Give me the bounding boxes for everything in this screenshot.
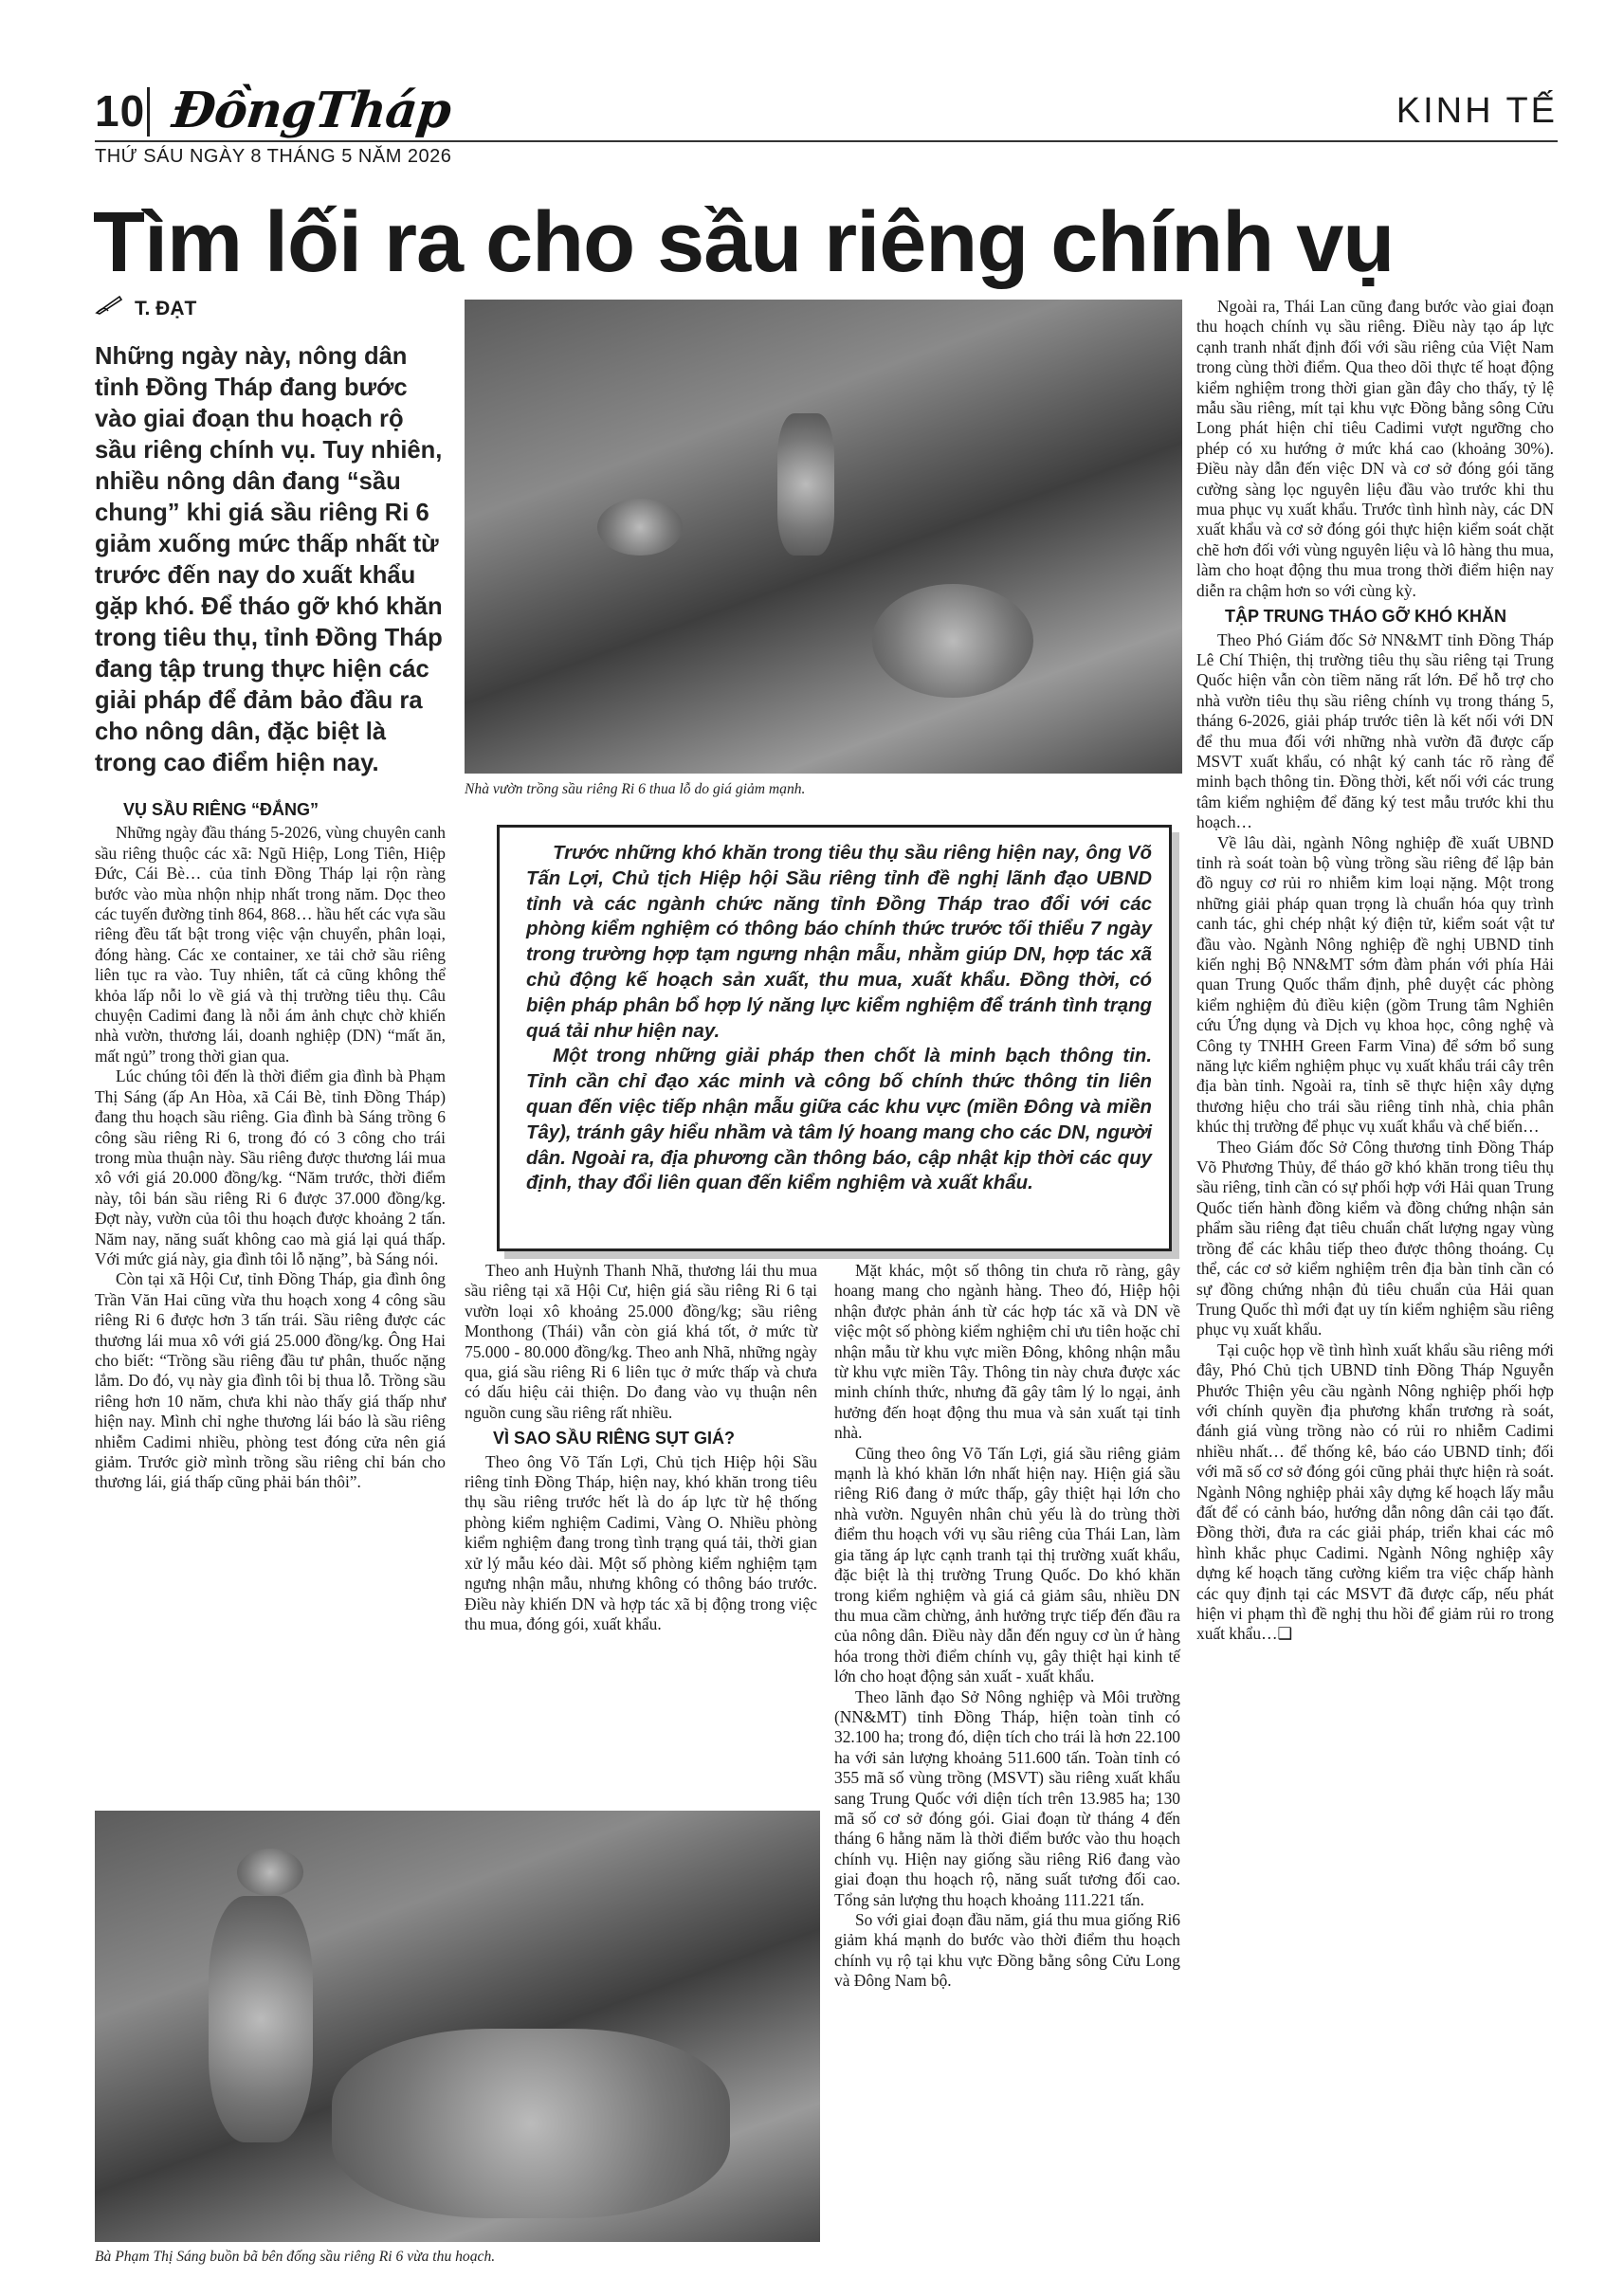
header-rule	[95, 140, 1558, 142]
body-paragraph: Tại cuộc họp về tình hình xuất khẩu sầu riêng mới đây, Phó Chủ tịch UBND tỉnh Đồng Tháp Nguyễn Phước Thiện yêu cầu ngành Nông nghiệp phối hợp với chính quyền địa phương khẩn trương rà soát, đánh giá vùng trồng nào có rủi ro nhiễm Cadimi nhiều nhất… để thống kê, báo cáo UBND tỉnh; đối với mã số cơ sở đóng gói cũng phải thực hiện rà soát. Ngành Nông nghiệp phải xây dựng kế hoạch lấy mẫu đất để có cảnh báo, hướng dẫn nông dân cải tạo đất. Đồng thời, đưa ra các giải pháp, triển khai các mô hình khắc phục Cadimi. Ngành Nông nghiệp xây dựng kế hoạch tăng cường kiểm tra việc chấp hành các quy định tại các MSVT đã được cấp, nếu phát hiện vi phạm thì đề nghị thu hồi để giảm rủi ro trong xuất khẩu…❑	[1196, 1339, 1554, 1644]
end-mark: ❑	[1277, 1624, 1293, 1644]
photo-durian-harvest-wheelbarrow	[465, 300, 1182, 774]
column-3	[834, 1261, 1180, 1992]
byline	[95, 294, 196, 320]
article-lead: Những ngày này, nông dân tỉnh Đồng Tháp đang bước vào giai đoạn thu hoạch rộ sầu riêng chính vụ. Tuy nhiên, nhiều nông dân đang “sầu chung” khi giá sầu riêng Ri 6 giảm xuống mức thấp nhất từ trước đến nay do xuất khẩu gặp khó. Để tháo gỡ khó khăn trong tiêu thụ, tỉnh Đồng Tháp đang tập trung thực hiện các giải pháp để đảm bảo đầu ra cho nông dân, đặc biệt là trong cao điểm hiện nay.	[95, 343, 443, 776]
section-label: KINH TẾ	[1396, 91, 1558, 131]
quote-paragraph: Một trong những giải pháp then chốt là minh bạch thông tin. Tỉnh cần chỉ đạo xác minh và công bố chính thức thông tin liên quan đến việc tiếp nhận mẫu giữa các khu vực (miền Đông và miền Tây), tránh gây hiểu nhầm và tâm lý hoang mang cho các DN, người dân. Ngoài ra, địa phương cần thông báo, cập nhật kịp thời các quy định, thay đổi liên quan đến kiểm nghiệm và xuất khẩu.	[526, 1046, 1152, 1194]
pen-icon	[95, 294, 127, 320]
subhead-tap-trung-thao-go: TẬP TRUNG THÁO GỠ KHÓ KHĂN	[1225, 607, 1507, 627]
body-paragraph: Còn tại xã Hội Cư, tỉnh Đồng Tháp, gia đình ông Trần Văn Hai cũng vừa thu hoạch xong 4 công sầu riêng Ri 6 được hơn 3 tấn trái. Sầu riêng được các thương lái mua xô với giá 25.000 đồng/kg. Ông Hai cho biết: “Trồng sầu riêng đầu tư phân, thuốc nặng lắm. Do đó, vụ này gia đình tôi bị thua lỗ. Trồng sầu riêng hơn 10 năm, chưa khi nào thấy giá thấp như hiện nay. Mình chỉ nghe thương lái báo là sầu riêng nhiễm Cadimi nhiều, phòng test đóng cửa nên giá giảm. Trước giờ mình trồng sầu riêng chỉ bán cho thương lái, giá thấp cũng phải bán thôi”.	[95, 1269, 446, 1492]
body-paragraph: So với giai đoạn đầu năm, giá thu mua giống Ri6 giảm khá mạnh do bước vào thời điểm thu hoạch chính vụ rộ tại khu vực Đồng bằng sông Cửu Long và Đông Nam bộ.	[834, 1910, 1180, 1991]
column-1	[95, 794, 446, 1493]
quote-paragraph: Trước những khó khăn trong tiêu thụ sầu riêng hiện nay, ông Võ Tấn Lợi, Chủ tịch Hiệp hội Sầu riêng tỉnh đề nghị lãnh đạo UBND tỉnh và các ngành chức năng tỉnh Đồng Tháp trao đổi với các phòng kiểm nghiệm có thông báo chính thức trước tối thiểu 7 ngày trong trường hợp tạm ngưng nhận mẫu, nhằm giúp DN, hợp tác xã chủ động kế hoạch sản xuất, thu mua, xuất khẩu. Đồng thời, có biện pháp phân bổ hợp lý năng lực kiểm nghiệm để tránh tình trạng quá tải như hiện nay.	[526, 843, 1152, 1042]
body-paragraph: Theo ông Võ Tấn Lợi, Chủ tịch Hiệp hội Sầu riêng tỉnh Đồng Tháp, hiện nay, khó khăn trong tiêu thụ sầu riêng trước hết là do áp lực từ hệ thống phòng kiểm nghiệm Cadimi, Vàng O. Nhiều phòng kiểm nghiệm đang trong tình trạng quá tải, thời gian xử lý mẫu kéo dài. Một số phòng kiểm nghiệm tạm ngưng nhận mẫu, nhưng không có thông báo trước. Điều này khiến DN và hợp tác xã bị động trong việc thu mua, đóng gói, xuất khẩu.	[465, 1451, 817, 1633]
column-2	[465, 1261, 817, 1634]
page-number: 10	[95, 86, 146, 136]
body-paragraph: Theo anh Huỳnh Thanh Nhã, thương lái thu mua sầu riêng tại xã Hội Cư, hiện giá sầu riêng Ri 6 tại vườn loại xô khoảng 25.000 đồng/kg; sầu riêng Monthong (Thái) vẫn còn giá khá tốt, ở mức từ 75.000 - 80.000 đồng/kg. Theo anh Nhã, những ngày qua, giá sầu riêng Ri 6 liên tục ở mức thấp và chưa có dấu hiệu cải thiện. Do đang vào vụ thuận nên nguồn cung sầu riêng rất nhiều.	[465, 1261, 817, 1422]
body-paragraph: Cũng theo ông Võ Tấn Lợi, giá sầu riêng giảm mạnh là khó khăn lớn nhất hiện nay. Hiện giá sầu riêng Ri6 đang ở mức thấp, gây thiệt hại lớn cho nhà vườn. Nguyên nhân chủ yếu là do trùng thời điểm thu hoạch với vụ sầu riêng của Thái Lan, làm gia tăng áp lực cạnh tranh tại thị trường xuất khẩu, đặc biệt là thị trường Trung Quốc. Do khó khăn trong kiểm nghiệm và giá cả giảm sâu, nhiều DN thu mua cầm chừng, ảnh hưởng trực tiếp đến đầu ra của nông dân. Điều này dẫn đến nguy cơ ùn ứ hàng hóa trong thời điểm chính vụ, gây thiệt hại kinh tế lớn cho hoạt động sản xuất - xuất khẩu.	[834, 1443, 1180, 1686]
subhead-vi-sao-sut-gia: VÌ SAO SẦU RIÊNG SỤT GIÁ?	[493, 1429, 736, 1449]
quote-box	[497, 825, 1172, 1251]
header-separator	[147, 87, 150, 137]
photo2-caption: Bà Phạm Thị Sáng buồn bã bên đống sầu riêng Ri 6 vừa thu hoạch.	[95, 2249, 496, 2265]
column-4	[1196, 297, 1554, 1645]
body-paragraph: Theo lãnh đạo Sở Nông nghiệp và Môi trường (NN&MT) tỉnh Đồng Tháp, hiện toàn tỉnh có 32.100 ha; trong đó, diện tích cho trái là hơn 22.100 ha với sản lượng khoảng 511.600 tấn. Toàn tỉnh có 355 mã số vùng trồng (MSVT) sầu riêng xuất khẩu sang Trung Quốc với diện tích trên 13.985 ha; 130 mã số cơ sở đóng gói. Giai đoạn từ tháng 4 đến tháng 6 hằng năm là thời điểm bước vào thu hoạch chính vụ. Hiện nay giống sầu riêng Ri6 đang vào giai đoạn thu hoạch rộ, năng suất tương đối cao. Tổng sản lượng thu hoạch khoảng 111.221 tấn.	[834, 1686, 1180, 1909]
body-paragraph: Theo Phó Giám đốc Sở NN&MT tỉnh Đồng Tháp Lê Chí Thiện, thị trường tiêu thụ sầu riêng tại Trung Quốc hiện vẫn còn tiềm năng rất lớn. Để hỗ trợ cho nhà vườn tiêu thụ sầu riêng chính vụ trong tháng 5, tháng 6-2026, giải pháp trước tiên là kết nối với DN để thu mua đối với những nhà vườn đã được cấp MSVT xuất khẩu, có nhật ký canh tác rõ ràng để minh bạch thông tin. Đồng thời, kết nối với các trung tâm kiểm nghiệm để đăng ký test mẫu trước khi thu hoạch…	[1196, 629, 1554, 832]
body-paragraph: Theo Giám đốc Sở Công thương tỉnh Đồng Tháp Võ Phương Thủy, để tháo gỡ khó khăn trong tiêu thụ sầu riêng, tỉnh cần có sự phối hợp với Hải quan Trung Quốc tiến hành đồng kiểm và đồng chứng nhận sản phẩm sầu riêng đạt tiêu chuẩn chất lượng ngay vùng trồng để các khâu tiếp theo được thông thoáng. Cụ thể, các cơ sở kiểm nghiệm trên địa bàn tỉnh cần có sự đồng chứng nhận đủ tiêu chuẩn của Hải quan Trung Quốc thì mới đạt uy tín kiểm nghiệm sầu riêng phục vụ xuất khẩu.	[1196, 1137, 1554, 1339]
subhead-vu-sau-rieng-dang: VỤ SẦU RIÊNG “ĐẮNG”	[123, 800, 319, 819]
photo1-caption: Nhà vườn trồng sầu riêng Ri 6 thua lỗ do giá giảm mạnh.	[465, 781, 806, 797]
body-paragraph: Mặt khác, một số thông tin chưa rõ ràng, gây hoang mang cho ngành hàng. Theo đó, Hiệp hội nhận được phản ánh từ các hợp tác xã và DN về việc một số phòng kiểm nghiệm chỉ ưu tiên hoặc chỉ nhận mẫu từ khu vực miền Đông, không nhận mẫu từ khu vực miền Tây. Thông tin này chưa được xác minh chính thức, nhưng đã gây tâm lý lo ngại, ảnh hưởng đến hoạt động thu mua và sản xuất tại tỉnh nhà.	[834, 1261, 1180, 1443]
body-paragraph: Những ngày đầu tháng 5-2026, vùng chuyên canh sầu riêng thuộc các xã: Ngũ Hiệp, Long Tiên, Hiệp Đức, Cái Bè… của tỉnh Đồng Tháp lại rộn ràng bước vào mùa nhộn nhịp nhất trong năm. Dọc theo các tuyến đường tỉnh 864, 868… hầu hết các vựa sầu riêng đều tất bật trong việc vận chuyển, phân loại, đóng hàng. Các xe container, xe tải chở sầu riêng liên tục ra vào. Tuy nhiên, tất cả cũng không thể khỏa lấp nỗi lo về giá và thị trường tiêu thụ. Câu chuyện Cadimi đang là nỗi ám ảnh chực chờ khiến nhà vườn, thương lái, doanh nghiệp (DN) “mất ăn, mất ngủ” trong thời gian qua.	[95, 823, 446, 1066]
byline-author: T. ĐẠT	[135, 298, 197, 319]
body-paragraph: Về lâu dài, ngành Nông nghiệp đề xuất UBND tỉnh rà soát toàn bộ vùng trồng sầu riêng để lập bản đồ nguy cơ rủi ro nhiễm kim loại nặng. Một trong những giải pháp quan trọng là chuẩn hóa quy trình canh tác, ghi chép nhật ký điện tử, kiểm soát vật tư đầu vào. Ngành Nông nghiệp đề nghị UBND tỉnh kiến nghị Bộ NN&MT sớm đàm phán với phía Hải quan Trung Quốc thẩm định, phê duyệt các phòng kiểm nghiệm đủ điều kiện (gồm Trung tâm Nghiên cứu Ứng dụng và Dịch vụ khoa học, công nghệ và Công ty TNHH Green Farm Vina) để sớm bổ sung năng lực kiểm nghiệm phục vụ xuất khẩu trái cây trên địa bàn tỉnh. Ngoài ra, tỉnh sẽ thực hiện xây dựng thương hiệu cho trái sầu riêng tỉnh nhà, chia phân khúc thị trường để phục vụ xuất khẩu và chế biến…	[1196, 832, 1554, 1137]
newspaper-logo: ĐồngTháp	[169, 82, 454, 139]
issue-date: THỨ SÁU NGÀY 8 THÁNG 5 NĂM 2026	[95, 146, 452, 167]
photo-woman-with-durians	[95, 1811, 820, 2242]
body-paragraph: Lúc chúng tôi đến là thời điểm gia đình bà Phạm Thị Sáng (ấp An Hòa, xã Cái Bè, tỉnh Đồng Tháp) đang thu hoạch sầu riêng. Gia đình bà Sáng trồng 6 công sầu riêng Ri 6, trong đó có 3 công cho trái trong mùa thuận này. Sầu riêng được thương lái mua xô với giá 20.000 đồng/kg. “Năm trước, thời điểm này, tôi bán sầu riêng Ri 6 được 37.000 đồng/kg. Đợt này, vườn của tôi thu hoạch được khoảng 2 tấn. Năm nay, năng suất không cao mà giá lại quá thấp. Với mức giá này, gia đình tôi lỗ nặng”, bà Sáng nói.	[95, 1066, 446, 1268]
article-title: Tìm lối ra cho sầu riêng chính vụ	[93, 195, 1395, 290]
body-paragraph: Ngoài ra, Thái Lan cũng đang bước vào giai đoạn thu hoạch chính vụ sầu riêng. Điều này tạo áp lực cạnh tranh nhất định đối với sầu riêng của Việt Nam trong cùng thời điểm. Qua theo dõi thực tế hoạt động kiểm nghiệm trong thời gian gần đây cho thấy, tỷ lệ mẫu sầu riêng, mít tại khu vực Đồng bằng sông Cửu Long phát hiện chỉ tiêu Cadimi vượt ngưỡng cho phép có xu hướng ở mức khá cao (khoảng 30%). Điều này dẫn đến việc DN và cơ sở đóng gói tăng cường sàng lọc nguyên liệu đầu vào trước khi thu mua phục vụ xuất khẩu. Trước tình hình này, các DN xuất khẩu và cơ sở đóng gói thực hiện kiểm soát chặt chẽ hơn đối với vùng nguyên liệu và lô hàng thu mua, làm cho hoạt động thu mua trong thời điểm hiện nay diễn ra chậm hơn so với cùng kỳ.	[1196, 297, 1554, 600]
